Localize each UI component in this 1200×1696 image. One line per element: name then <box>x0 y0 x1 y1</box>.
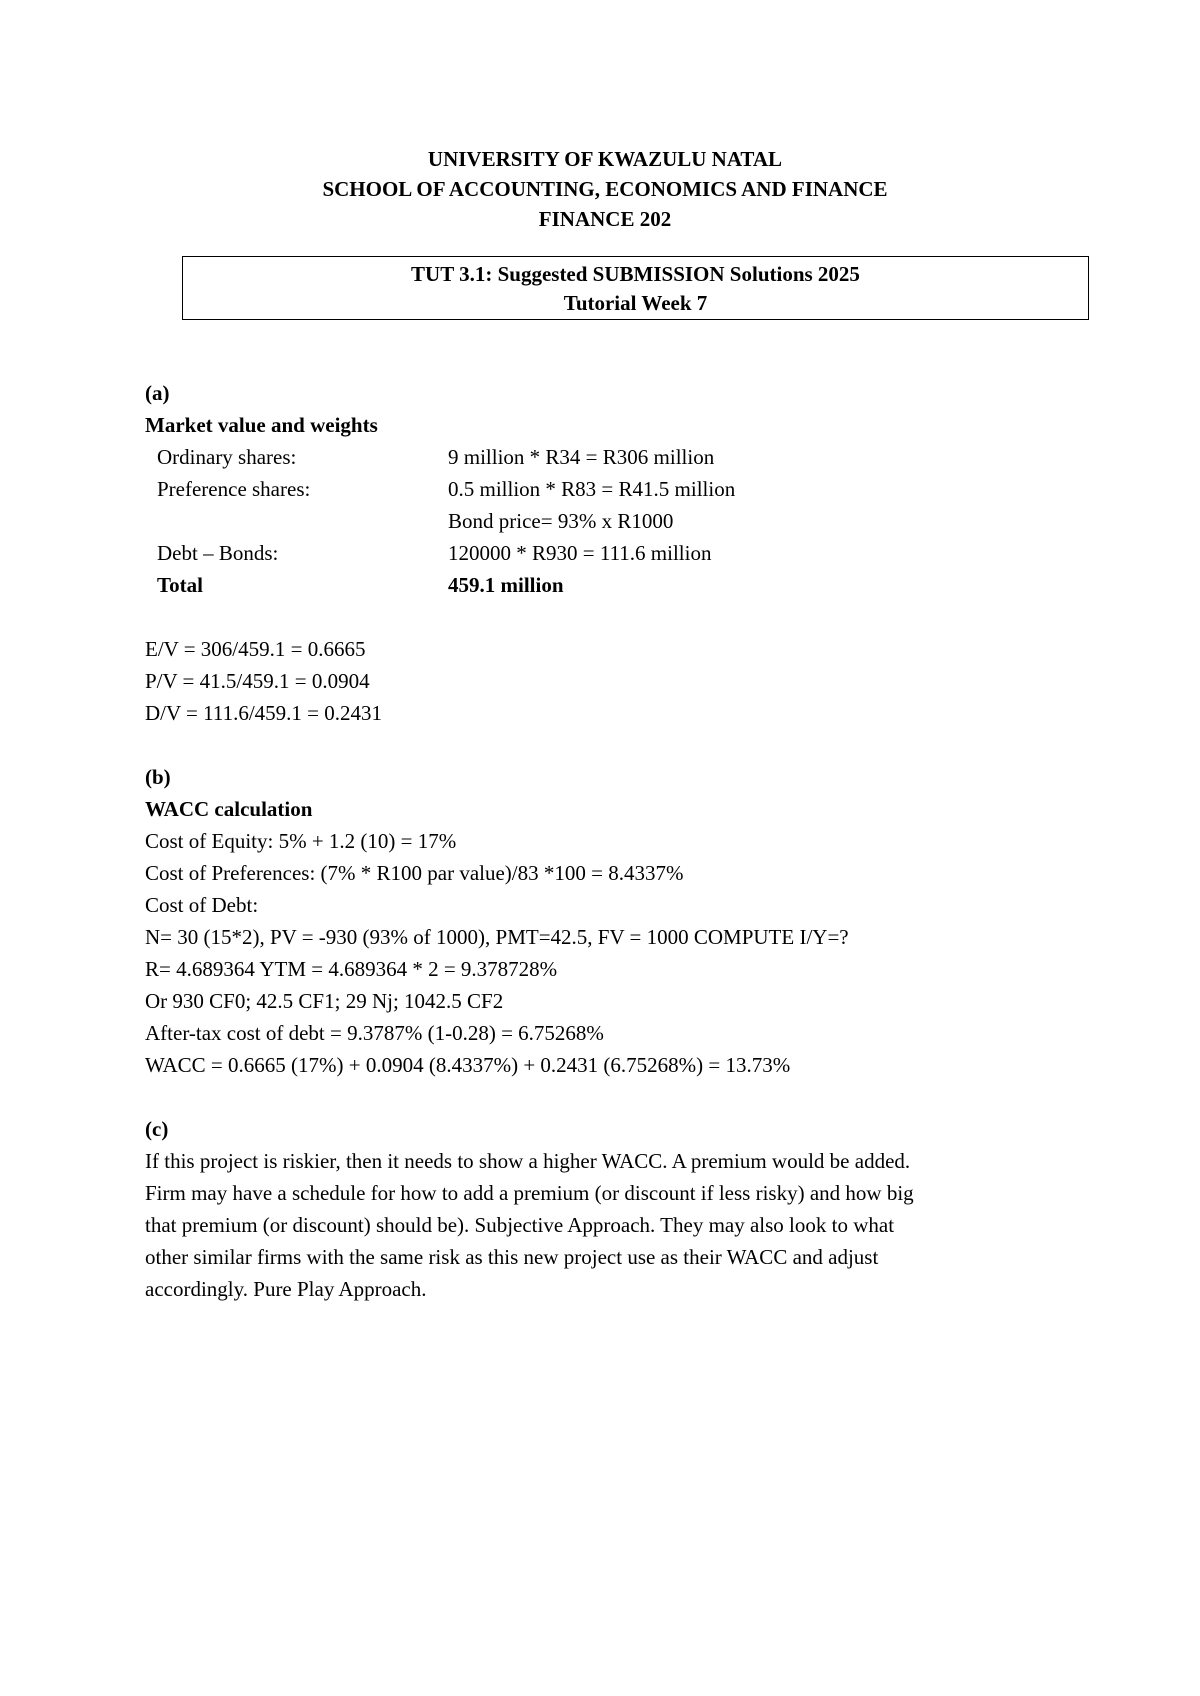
market-value-row <box>145 537 1075 569</box>
section-c-label: (c) <box>145 1117 169 1141</box>
tutorial-title: TUT 3.1: Suggested SUBMISSION Solutions 2025 <box>411 262 860 286</box>
school-name: SCHOOL OF ACCOUNTING, ECONOMICS AND FINANCE <box>322 177 888 201</box>
spacer <box>145 1081 1075 1113</box>
paragraph-line: other similar firms with the same risk as this new project use as their WACC and adjust <box>145 1245 879 1269</box>
market-value-label: Ordinary shares: <box>157 445 297 469</box>
total-label: Total <box>157 573 203 597</box>
paragraph-line: Firm may have a schedule for how to add a premium (or discount if less risky) and how big <box>145 1181 914 1205</box>
spacer <box>145 601 1075 633</box>
market-value-calc: Bond price= 93% x R1000 <box>448 509 674 533</box>
weight-line: P/V = 41.5/459.1 = 0.0904 <box>145 669 370 693</box>
wacc-line: Cost of Debt: <box>145 893 259 917</box>
market-value-calc: 0.5 million * R83 = R41.5 million <box>448 477 736 501</box>
paragraph-line: If this project is riskier, then it needs to show a higher WACC. A premium would be added. <box>145 1149 911 1173</box>
wacc-line: After-tax cost of debt = 9.3787% (1-0.28) = 6.75268% <box>145 1021 604 1045</box>
wacc-line: Or 930 CF0; 42.5 CF1; 29 Nj; 1042.5 CF2 <box>145 989 504 1013</box>
course-name: FINANCE 202 <box>538 207 672 231</box>
weight-line: E/V = 306/459.1 = 0.6665 <box>145 637 366 661</box>
total-value: 459.1 million <box>448 573 564 597</box>
market-value-row <box>145 505 1075 537</box>
wacc-line: N= 30 (15*2), PV = -930 (93% of 1000), PMT=42.5, FV = 1000 COMPUTE I/Y=? <box>145 925 849 949</box>
wacc-line: WACC = 0.6665 (17%) + 0.0904 (8.4337%) + 0.2431 (6.75268%) = 13.73% <box>145 1053 791 1077</box>
spacer <box>145 729 1075 761</box>
wacc-line: R= 4.689364 YTM = 4.689364 * 2 = 9.378728% <box>145 957 558 981</box>
wacc-line: Cost of Equity: 5% + 1.2 (10) = 17% <box>145 829 457 853</box>
section-a-heading: Market value and weights <box>145 413 378 437</box>
weight-line: D/V = 111.6/459.1 = 0.2431 <box>145 701 382 725</box>
market-value-row <box>145 473 1075 505</box>
market-value-row <box>145 441 1075 473</box>
document-header <box>0 144 1200 234</box>
section-b-heading: WACC calculation <box>145 797 313 821</box>
paragraph-line: that premium (or discount) should be). Subjective Approach. They may also look to what <box>145 1213 895 1237</box>
market-value-calc: 9 million * R34 = R306 million <box>448 445 715 469</box>
market-value-calc: 120000 * R930 = 111.6 million <box>448 541 712 565</box>
paragraph-line: accordingly. Pure Play Approach. <box>145 1277 427 1301</box>
university-name: UNIVERSITY OF KWAZULU NATAL <box>427 147 783 171</box>
market-value-label: Preference shares: <box>157 477 311 501</box>
title-box <box>182 256 1089 320</box>
section-b-label: (b) <box>145 765 171 789</box>
section-a-label: (a) <box>145 381 170 405</box>
tutorial-week: Tutorial Week 7 <box>563 291 708 315</box>
document-body <box>145 377 1075 1305</box>
wacc-line: Cost of Preferences: (7% * R100 par value)/83 *100 = 8.4337% <box>145 861 684 885</box>
market-value-total-row <box>145 569 1075 601</box>
market-value-label: Debt – Bonds: <box>157 541 279 565</box>
